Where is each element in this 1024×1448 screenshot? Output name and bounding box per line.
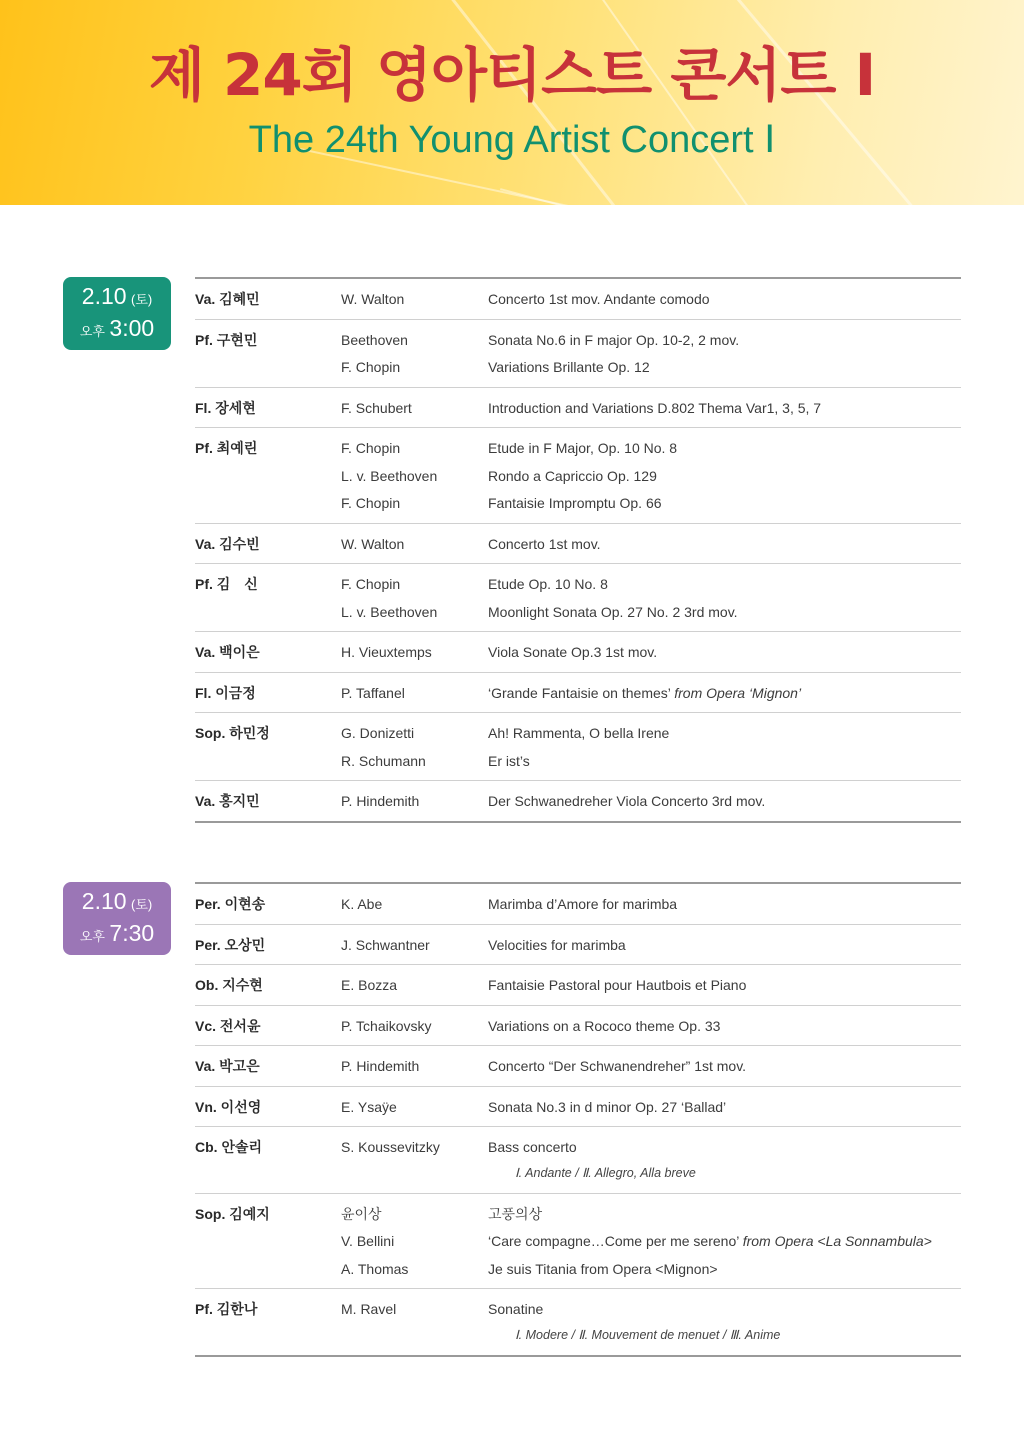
program-line — [195, 1228, 961, 1256]
composer-name: 윤이상 — [341, 1205, 382, 1222]
piece-title — [488, 788, 765, 816]
program-line — [195, 1296, 961, 1324]
composer-name: E. Bozza — [341, 977, 398, 993]
performer-name: Vc. 전서윤 — [195, 1017, 261, 1034]
composer-name: V. Bellini — [341, 1233, 395, 1249]
composer-name: F. Chopin — [341, 359, 401, 375]
program-line — [195, 463, 961, 491]
piece-title — [488, 720, 669, 748]
performer-name: Fl. 장세현 — [195, 399, 256, 416]
performer-name: Pf. 김 신 — [195, 576, 258, 592]
piece-title-text: Introduction and Variations D.802 Thema Var1, 3, 5, 7 — [488, 399, 822, 416]
piece-title — [488, 932, 626, 960]
performer-name: Vn. 이선영 — [195, 1098, 262, 1115]
program-line — [195, 1094, 961, 1122]
program-line — [195, 788, 961, 816]
piece-title — [488, 639, 657, 667]
composer-name: F. Schubert — [341, 399, 412, 416]
piece-title-text: Etude Op. 10 No. 8 — [488, 576, 608, 592]
performer-name: Per. 이현송 — [195, 896, 266, 912]
piece-title — [488, 1053, 746, 1081]
composer-name: L. v. Beethoven — [341, 603, 438, 620]
program-row — [195, 713, 961, 781]
piece-title — [488, 463, 657, 491]
badge-day: (토) — [131, 897, 153, 912]
performer-name: Fl. 이금정 — [195, 684, 256, 701]
program-row — [195, 1127, 961, 1194]
program-line — [195, 571, 961, 599]
concert-title-english: The 24th Young Artist Concert Ⅰ — [248, 119, 776, 161]
badge-date: 2.10 — [81, 888, 127, 914]
piece-title — [488, 1256, 718, 1284]
banner-streak — [500, 188, 1024, 205]
piece-title-text: Bass concerto — [488, 1139, 577, 1155]
program-row — [195, 925, 961, 966]
program-line — [195, 1134, 961, 1162]
composer-name: G. Donizetti — [341, 725, 415, 741]
piece-title — [488, 395, 821, 423]
performer-name: Sop. 김예지 — [195, 1205, 270, 1222]
program-line — [195, 932, 961, 960]
composer-name: A. Thomas — [341, 1260, 409, 1277]
piece-title-text: ‘Care compagne…Come per me sereno’ — [488, 1233, 743, 1249]
composer-name: S. Koussevitzky — [341, 1139, 440, 1155]
piece-title — [488, 599, 738, 627]
piece-title — [488, 490, 662, 518]
piece-title — [488, 1134, 577, 1162]
badge-date-line — [63, 285, 171, 308]
concert-2-program-table — [195, 882, 961, 1357]
performer-name: Va. 김수빈 — [195, 535, 260, 552]
program-row — [195, 1194, 961, 1290]
piece-title — [488, 748, 530, 776]
program-line — [195, 354, 961, 382]
piece-title — [488, 286, 710, 314]
performer-name: Per. 오상민 — [195, 936, 266, 953]
program-row — [195, 632, 961, 673]
badge-ampm: 오후 — [79, 324, 105, 339]
composer-name: P. Hindemith — [341, 1058, 420, 1074]
composer-name: E. Ysaÿe — [341, 1098, 397, 1115]
piece-title-text: Fantaisie Pastoral pour Hautbois et Piano — [488, 977, 747, 993]
program-row — [195, 524, 961, 565]
piece-title-text: Er ist’s — [488, 752, 530, 769]
composer-name: K. Abe — [341, 896, 383, 912]
piece-title-text: Ah! Rammenta, O bella Irene — [488, 725, 670, 741]
piece-title-text: Sonatine — [488, 1301, 544, 1317]
piece-title — [488, 891, 677, 919]
piece-title-text: Sonata No.3 in d minor Op. 27 ‘Ballad’ — [488, 1098, 727, 1115]
piece-title-text: Concerto 1st mov. Andante comodo — [488, 291, 710, 307]
movement-subline — [195, 1324, 961, 1350]
piece-title — [488, 1296, 543, 1324]
piece-title-text: 고풍의상 — [488, 1205, 543, 1222]
program-row — [195, 564, 961, 632]
composer-name: F. Chopin — [341, 495, 401, 511]
composer-name: M. Ravel — [341, 1301, 397, 1317]
program-row — [195, 965, 961, 1006]
piece-title — [488, 435, 677, 463]
program-line — [195, 1201, 961, 1229]
piece-title-text: Rondo a Capriccio Op. 129 — [488, 467, 657, 484]
composer-name: P. Hindemith — [341, 793, 420, 809]
composer-name: J. Schwantner — [341, 936, 430, 953]
program-row — [195, 1006, 961, 1047]
performer-name: Pf. 김한나 — [195, 1301, 258, 1317]
performer-name: Cb. 안솔리 — [195, 1139, 263, 1155]
concert-title-korean: 제 24회 영아티스트 콘서트 Ⅰ — [148, 41, 876, 109]
program-line — [195, 327, 961, 355]
piece-source-italic: from Opera ‘Mignon’ — [674, 684, 802, 701]
composer-name: Beethoven — [341, 331, 408, 348]
badge-ampm: 오후 — [79, 929, 105, 944]
composer-name: W. Walton — [341, 535, 405, 552]
piece-title-text: Fantaisie Impromptu Op. 66 — [488, 495, 662, 511]
composer-name: W. Walton — [341, 291, 405, 307]
piece-title — [488, 327, 739, 355]
piece-title — [488, 571, 608, 599]
program-row — [195, 1087, 961, 1128]
piece-title-text: Viola Sonate Op.3 1st mov. — [488, 644, 658, 660]
program-line — [195, 286, 961, 314]
piece-title-text: Je suis Titania from Opera <Mignon> — [488, 1260, 718, 1277]
piece-title-text: Sonata No.6 in F major Op. 10-2, 2 mov. — [488, 331, 740, 348]
composer-name: R. Schumann — [341, 752, 426, 769]
program-line — [195, 395, 961, 423]
header-banner — [0, 0, 1024, 205]
piece-title — [488, 1094, 726, 1122]
piece-title-text: Concerto “Der Schwanendreher” 1st mov. — [488, 1058, 747, 1074]
piece-title-text: Etude in F Major, Op. 10 No. 8 — [488, 440, 678, 456]
program-line — [195, 1053, 961, 1081]
movement-list: Ⅰ. Modere / Ⅱ. Mouvement de menuet / Ⅲ. Anime — [515, 1327, 781, 1342]
piece-title-text: Concerto 1st mov. — [488, 535, 601, 552]
performer-name: Pf. 구현민 — [195, 331, 258, 348]
performer-name: Va. 백이은 — [195, 644, 260, 660]
piece-title-text: Moonlight Sonata Op. 27 No. 2 3rd mov. — [488, 603, 738, 620]
composer-name: P. Tchaikovsky — [341, 1017, 432, 1034]
program-line — [195, 680, 961, 708]
concert-2-datetime-badge — [63, 882, 171, 955]
program-line — [195, 639, 961, 667]
program-line — [195, 972, 961, 1000]
piece-title — [488, 680, 801, 708]
composer-name: P. Taffanel — [341, 684, 405, 701]
piece-title — [488, 972, 746, 1000]
performer-name: Ob. 지수현 — [195, 977, 263, 993]
performer-name: Va. 박고은 — [195, 1058, 260, 1074]
piece-title — [488, 1201, 542, 1229]
composer-name: H. Vieuxtemps — [341, 644, 432, 660]
performer-name: Sop. 하민정 — [195, 725, 270, 741]
badge-time-line — [63, 922, 171, 945]
program-row — [195, 279, 961, 320]
program-row — [195, 884, 961, 925]
badge-day: (토) — [131, 292, 153, 307]
program-line — [195, 435, 961, 463]
badge-time: 3:00 — [109, 315, 155, 341]
movement-subline — [195, 1162, 961, 1188]
program-line — [195, 720, 961, 748]
program-line — [195, 1256, 961, 1284]
performer-name: Pf. 최예린 — [195, 440, 258, 456]
badge-date: 2.10 — [81, 283, 127, 309]
program-line — [195, 891, 961, 919]
program-row — [195, 1046, 961, 1087]
piece-title — [488, 354, 650, 382]
program-line — [195, 599, 961, 627]
piece-title-text: Marimba d’Amore for marimba — [488, 896, 678, 912]
movement-list: Ⅰ. Andante / Ⅱ. Allegro, Alla breve — [515, 1165, 696, 1180]
piece-title — [488, 1228, 932, 1256]
badge-date-line — [63, 890, 171, 913]
program-row — [195, 1289, 961, 1357]
program-row — [195, 388, 961, 429]
composer-name: F. Chopin — [341, 440, 401, 456]
badge-time-line — [63, 317, 171, 340]
program-line — [195, 748, 961, 776]
badge-time: 7:30 — [109, 920, 155, 946]
performer-name: Va. 홍지민 — [195, 793, 260, 809]
piece-title-text: Variations Brillante Op. 12 — [488, 359, 650, 375]
program-row — [195, 428, 961, 524]
concert-1-program-table — [195, 277, 961, 823]
piece-title-text: Variations on a Rococo theme Op. 33 — [488, 1017, 721, 1034]
program-row — [195, 673, 961, 714]
program-line — [195, 531, 961, 559]
composer-name: F. Chopin — [341, 576, 401, 592]
program-line — [195, 490, 961, 518]
program-line — [195, 1013, 961, 1041]
composer-name: L. v. Beethoven — [341, 467, 438, 484]
concert-1-datetime-badge — [63, 277, 171, 350]
piece-title-text: Der Schwanedreher Viola Concerto 3rd mov. — [488, 793, 766, 809]
piece-title-text: ‘Grande Fantaisie on themes’ — [488, 684, 675, 701]
piece-title-text: Velocities for marimba — [488, 936, 626, 953]
piece-title — [488, 531, 601, 559]
piece-source-italic: from Opera <La Sonnambula> — [742, 1233, 932, 1249]
program-row — [195, 320, 961, 388]
program-row — [195, 781, 961, 823]
piece-title — [488, 1013, 720, 1041]
performer-name: Va. 김혜민 — [195, 291, 260, 307]
